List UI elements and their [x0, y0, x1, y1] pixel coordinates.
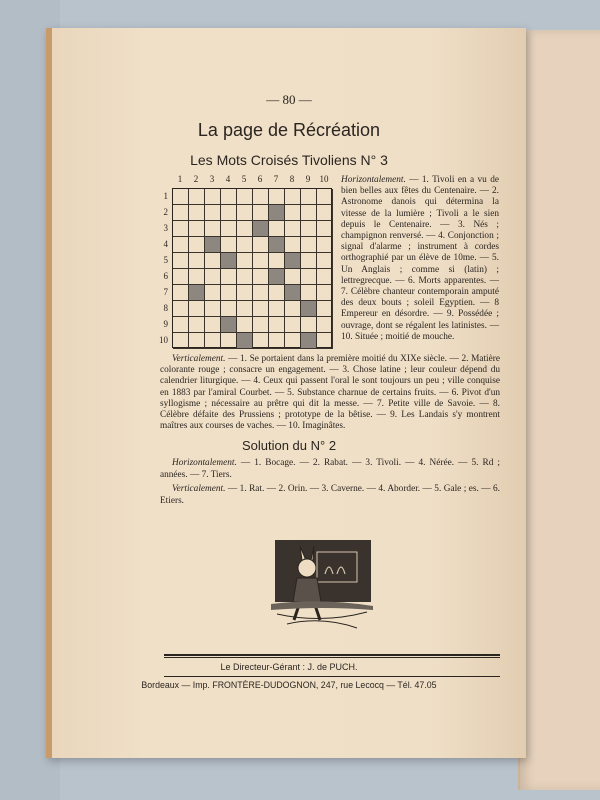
grid-cell [269, 333, 285, 349]
column-number: 9 [305, 174, 311, 184]
grid-cell-black [253, 221, 269, 237]
grid-cell [221, 269, 237, 285]
book-page [46, 28, 526, 758]
solution-vertical-label: Verticalement. [172, 484, 226, 494]
row-number: 9 [163, 319, 168, 329]
grid-cell [205, 221, 221, 237]
solution-horizontal-label: Horizontalement. [172, 458, 237, 468]
grid-cell-black [285, 285, 301, 301]
grid-cell [317, 269, 333, 285]
row-number: 7 [163, 287, 168, 297]
grid-cell [301, 205, 317, 221]
column-numbers [172, 174, 332, 188]
grid-cell [189, 269, 205, 285]
solution-vertical [160, 484, 500, 507]
column-number: 10 [319, 174, 329, 184]
column-number: 4 [225, 174, 231, 184]
grid-cell-black [301, 333, 317, 349]
grid-cell [173, 253, 189, 269]
horizontal-clues [341, 175, 499, 343]
grid-cell [301, 221, 317, 237]
grid-cell [237, 189, 253, 205]
row-number: 1 [163, 191, 168, 201]
grid-cell [221, 333, 237, 349]
grid-cell [253, 333, 269, 349]
column-number: 8 [289, 174, 295, 184]
grid-cell [285, 317, 301, 333]
column-number: 1 [177, 174, 183, 184]
grid-cell [173, 317, 189, 333]
grid-cell [317, 253, 333, 269]
grid-cell [237, 285, 253, 301]
grid-cell-black [205, 237, 221, 253]
row-number: 6 [163, 271, 168, 281]
grid-cell [301, 189, 317, 205]
grid-cell [301, 269, 317, 285]
grid-cell [317, 237, 333, 253]
printer-line: Bordeaux — Imp. FRONTÈRE-DUDOGNON, 247, rue Lecocq — Tél. 47.05 [141, 680, 437, 690]
grid-cell [285, 237, 301, 253]
grid-cell [189, 237, 205, 253]
grid-cell [237, 317, 253, 333]
grid-cell [301, 285, 317, 301]
grid-cell [173, 301, 189, 317]
grid-cell-black [221, 317, 237, 333]
horizontal-label: Horizontalement. [341, 175, 406, 185]
grid-cell-black [221, 253, 237, 269]
grid-cell [189, 253, 205, 269]
column-number: 3 [209, 174, 215, 184]
row-number: 8 [163, 303, 168, 313]
grid-cell [269, 189, 285, 205]
grid-cell [237, 253, 253, 269]
grid-cell [301, 253, 317, 269]
vertical-label: Verticalement. [172, 354, 226, 364]
grid-cell [285, 189, 301, 205]
grid-cell [205, 301, 221, 317]
grid-cell [237, 269, 253, 285]
grid-cell [253, 205, 269, 221]
grid-cell [269, 317, 285, 333]
grid-cell [205, 333, 221, 349]
page-paper [52, 28, 526, 758]
column-number: 2 [193, 174, 199, 184]
grid-cell [317, 189, 333, 205]
grid-cell-black [269, 205, 285, 221]
grid-cell [189, 205, 205, 221]
grid-cell-black [237, 333, 253, 349]
grid-cell [221, 237, 237, 253]
crossword-title: Les Mots Croisés Tivoliens N° 3 [190, 152, 388, 168]
grid-cell [173, 237, 189, 253]
page-number: — 80 — [266, 92, 312, 107]
solution-title: Solution du N° 2 [241, 438, 337, 453]
row-numbers [152, 188, 170, 348]
grid-cell [189, 333, 205, 349]
footer-rule-top-thin [164, 657, 500, 658]
grid-cell [269, 285, 285, 301]
grid-cell [221, 205, 237, 221]
grid-cell [205, 269, 221, 285]
grid-cell [189, 301, 205, 317]
row-number: 5 [163, 255, 168, 265]
grid-cell [285, 221, 301, 237]
vertical-text: — 1. Se portaient dans la première moitié du XIXe siècle. — 2. Matière colorante rouge ; consacre un engagement. — 3. Chose latine ; leur couleur dépend du calendrier liturgique. — 4. Ceux qui passent l'oral le sont toujours un peu ; ville conquise en 1883 par l'amiral Courbet. — 5. Substance charnue de certains fruits. — 6. Pivot d'un syllogisme ; nécessaire au prêtre qui dit la messe. — 7. Petite ville de Savoie. — 8. Célèbre défaite des Prussiens ; prototype de la bêtise. — 9. Les Landais s'y montrent maîtres aux courses de vaches. — 10. Imaginâtes. [160, 354, 500, 432]
grid-cell [285, 205, 301, 221]
grid-cell [317, 333, 333, 349]
column-number: 5 [241, 174, 247, 184]
solution-horizontal [160, 458, 500, 481]
grid-cell [173, 269, 189, 285]
footer-rule-top [164, 654, 500, 656]
column-number: 6 [257, 174, 263, 184]
footer-rule-mid [164, 676, 500, 677]
grid-cell [317, 301, 333, 317]
grid-cell [205, 285, 221, 301]
grid-cell [237, 205, 253, 221]
grid-cell [253, 189, 269, 205]
grid-cell [237, 301, 253, 317]
grid-cell-black [269, 237, 285, 253]
grid-cell [253, 317, 269, 333]
crossword-grid [172, 188, 332, 348]
column-number: 7 [273, 174, 279, 184]
grid-cell [269, 221, 285, 237]
grid-cell [285, 269, 301, 285]
grid-cell [221, 301, 237, 317]
row-number: 10 [159, 335, 168, 345]
grid-cell [221, 221, 237, 237]
grid-cell [237, 221, 253, 237]
grid-cell [317, 205, 333, 221]
grid-cell [237, 237, 253, 253]
grid-cell [173, 189, 189, 205]
grid-cell [317, 285, 333, 301]
horizontal-text: — 1. Tivoli en a vu de bien belles aux fêtes du Centenaire. — 2. Astronome danois qui détermina la vitesse de la lumière ; Tivoli a le sien depuis le Centenaire. — 3. Nés ; champignon renversé. — 4. Conjonction ; signal d'alarme ; instrument à cordes orthographié par un élève de 10me. — 5. Un Anglais ; comme si (latin) ; lettregrecque. — 6. Morts apparentes. — 7. Célèbre chanteur contemporain amputé des deux bouts ; soleil Egyptien. — 8 Empereur en désordre. — 9. Possédée ; ouvrage, dont se régalent les latinistes. — 10. Située ; moitié de mouche. [341, 175, 499, 342]
grid-cell [173, 205, 189, 221]
grid-cell [301, 237, 317, 253]
grid-cell [301, 317, 317, 333]
grid-cell [173, 333, 189, 349]
grid-cell-black [189, 285, 205, 301]
director-line: Le Directeur-Gérant : J. de PUCH. [220, 662, 358, 672]
grid-cell [205, 317, 221, 333]
grid-cell [173, 221, 189, 237]
grid-cell [189, 317, 205, 333]
grid-cell [253, 237, 269, 253]
grid-cell [205, 189, 221, 205]
grid-cell [285, 333, 301, 349]
page-title: La page de Récréation [197, 120, 381, 140]
grid-cell [189, 221, 205, 237]
solution-vertical-text: — 1. Rat. — 2. Orin. — 3. Caverne. — 4. Aborder. — 5. Gale ; es. — 6. Etiers. [160, 484, 500, 506]
grid-cell [285, 301, 301, 317]
grid-cell-black [285, 253, 301, 269]
grid-cell [205, 253, 221, 269]
vertical-clues [160, 354, 500, 432]
grid-cell [253, 269, 269, 285]
grid-cell [253, 253, 269, 269]
grid-cell-black [269, 269, 285, 285]
row-number: 2 [163, 207, 168, 217]
grid-cell [253, 301, 269, 317]
grid-cell [253, 285, 269, 301]
grid-cell [269, 253, 285, 269]
row-number: 3 [163, 223, 168, 233]
grid-cell [317, 317, 333, 333]
facing-page-edge [518, 30, 600, 790]
grid-cell [189, 189, 205, 205]
grid-cell [317, 221, 333, 237]
grid-cell [269, 301, 285, 317]
grid-cell [221, 285, 237, 301]
solution-horizontal-text: — 1. Bocage. — 2. Rabat. — 3. Tivoli. — 4. Nérée. — 5. Rd ; années. — 7. Tiers. [160, 458, 500, 480]
row-number: 4 [163, 239, 168, 249]
grid-cell [205, 205, 221, 221]
grid-cell-black [301, 301, 317, 317]
grid-cell [173, 285, 189, 301]
grid-cell [221, 189, 237, 205]
rabbit-illustration [267, 534, 377, 634]
